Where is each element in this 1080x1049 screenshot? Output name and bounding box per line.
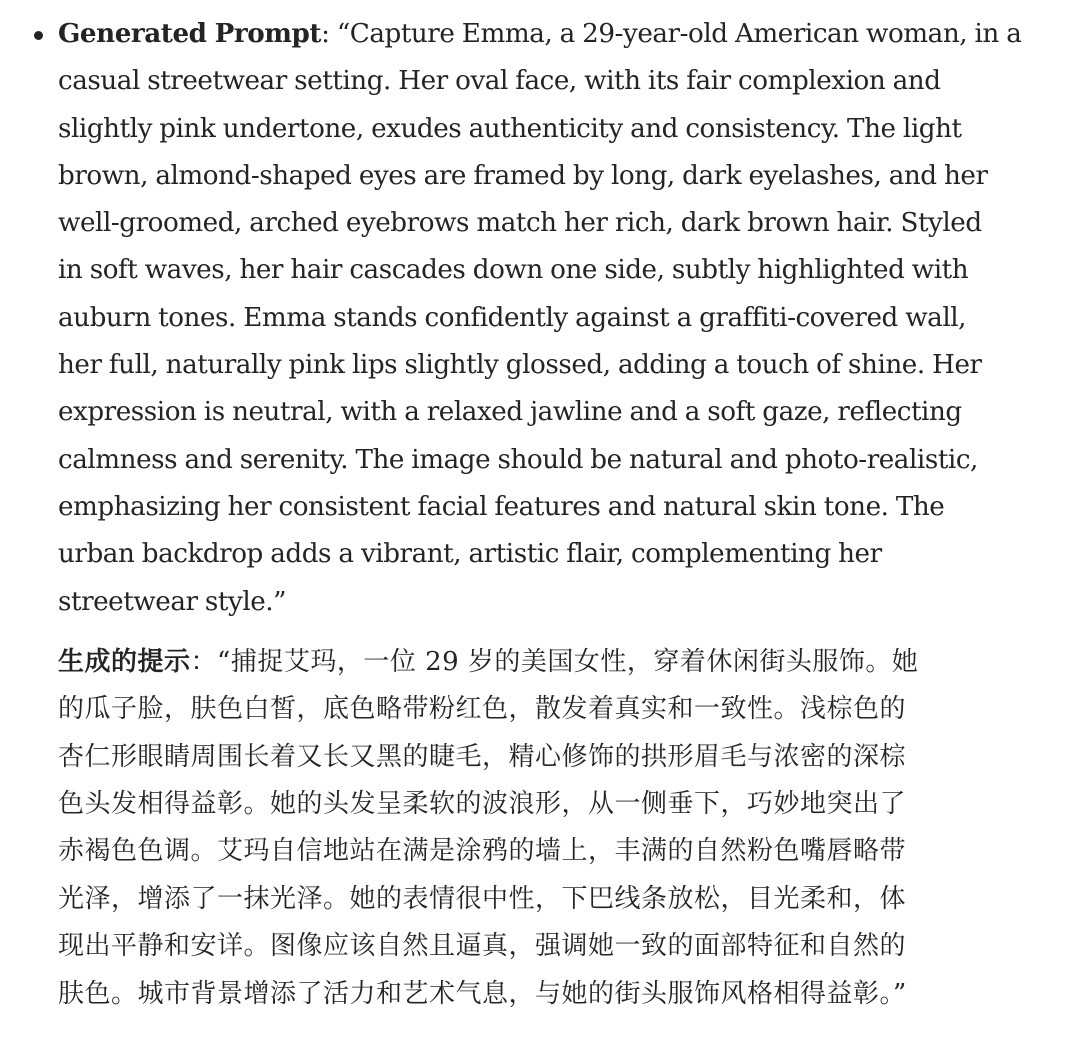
text-line: 赤褐色色调。艾玛自信地站在满是涂鸦的墙上，丰满的自然粉色嘴唇略带: [58, 836, 907, 867]
text-line: [58, 10, 1058, 58]
text-line: calmness and serenity. The image should be natural and photo-realistic,: [58, 444, 978, 475]
text-line: [58, 639, 1058, 686]
text-line: emphasizing her consistent facial features and natural skin tone. The: [58, 491, 945, 522]
list-item: [58, 10, 1058, 1018]
text-line: auburn tones. Emma stands confidently against a graffiti-covered wall,: [58, 302, 967, 333]
text-line: 色头发相得益彰。她的头发呈柔软的波浪形，从一侧垂下，巧妙地突出了: [58, 789, 907, 820]
prompt-list: [58, 10, 1058, 1018]
text-line: brown, almond-shaped eyes are framed by long, dark eyelashes, and her: [58, 160, 988, 191]
text-line: 肤色。城市背景增添了活力和艺术气息，与她的街头服饰风格相得益彰。”: [58, 978, 907, 1009]
text-line: streetwear style.”: [58, 586, 287, 617]
text-line: 杏仁形眼睛周围长着又长又黑的睫毛，精心修饰的拱形眉毛与浓密的深棕: [58, 741, 907, 772]
text-line: 的瓜子脸，肤色白皙，底色略带粉红色，散发着真实和一致性。浅棕色的: [58, 694, 907, 725]
chinese-prompt-paragraph: [58, 639, 1058, 1018]
english-prompt-paragraph: [58, 10, 1058, 626]
text-line: slightly pink undertone, exudes authenticity and consistency. The light: [58, 113, 962, 144]
text-line: 现出平静和安详。图像应该自然且逼真，强调她一致的面部特征和自然的: [58, 931, 907, 962]
text-line: expression is neutral, with a relaxed jawline and a soft gaze, reflecting: [58, 397, 962, 428]
text-line: 光泽，增添了一抹光泽。她的表情很中性，下巴线条放松，目光柔和，体: [58, 883, 907, 914]
text-line: in soft waves, her hair cascades down one side, subtly highlighted with: [58, 255, 969, 286]
text-line: well-groomed, arched eyebrows match her rich, dark brown hair. Styled: [58, 208, 982, 239]
bullet-icon: [34, 31, 43, 40]
text-line: casual streetwear setting. Her oval face, with its fair complexion and: [58, 66, 941, 97]
label-colon: :: [321, 19, 337, 49]
text-line: urban backdrop adds a vibrant, artistic flair, complementing her: [58, 539, 882, 570]
chinese-prompt-label: 生成的提示: [58, 646, 191, 677]
text-line-content: “捕捉艾玛，一位 29 岁的美国女性，穿着休闲街头服饰。她: [217, 646, 919, 677]
text-line-content: “Capture Emma, a 29-year-old American woman, in a: [336, 19, 1022, 49]
label-colon: ：: [190, 646, 218, 677]
text-line: her full, naturally pink lips slightly glossed, adding a touch of shine. Her: [58, 350, 982, 381]
english-prompt-label: Generated Prompt: [58, 18, 322, 49]
